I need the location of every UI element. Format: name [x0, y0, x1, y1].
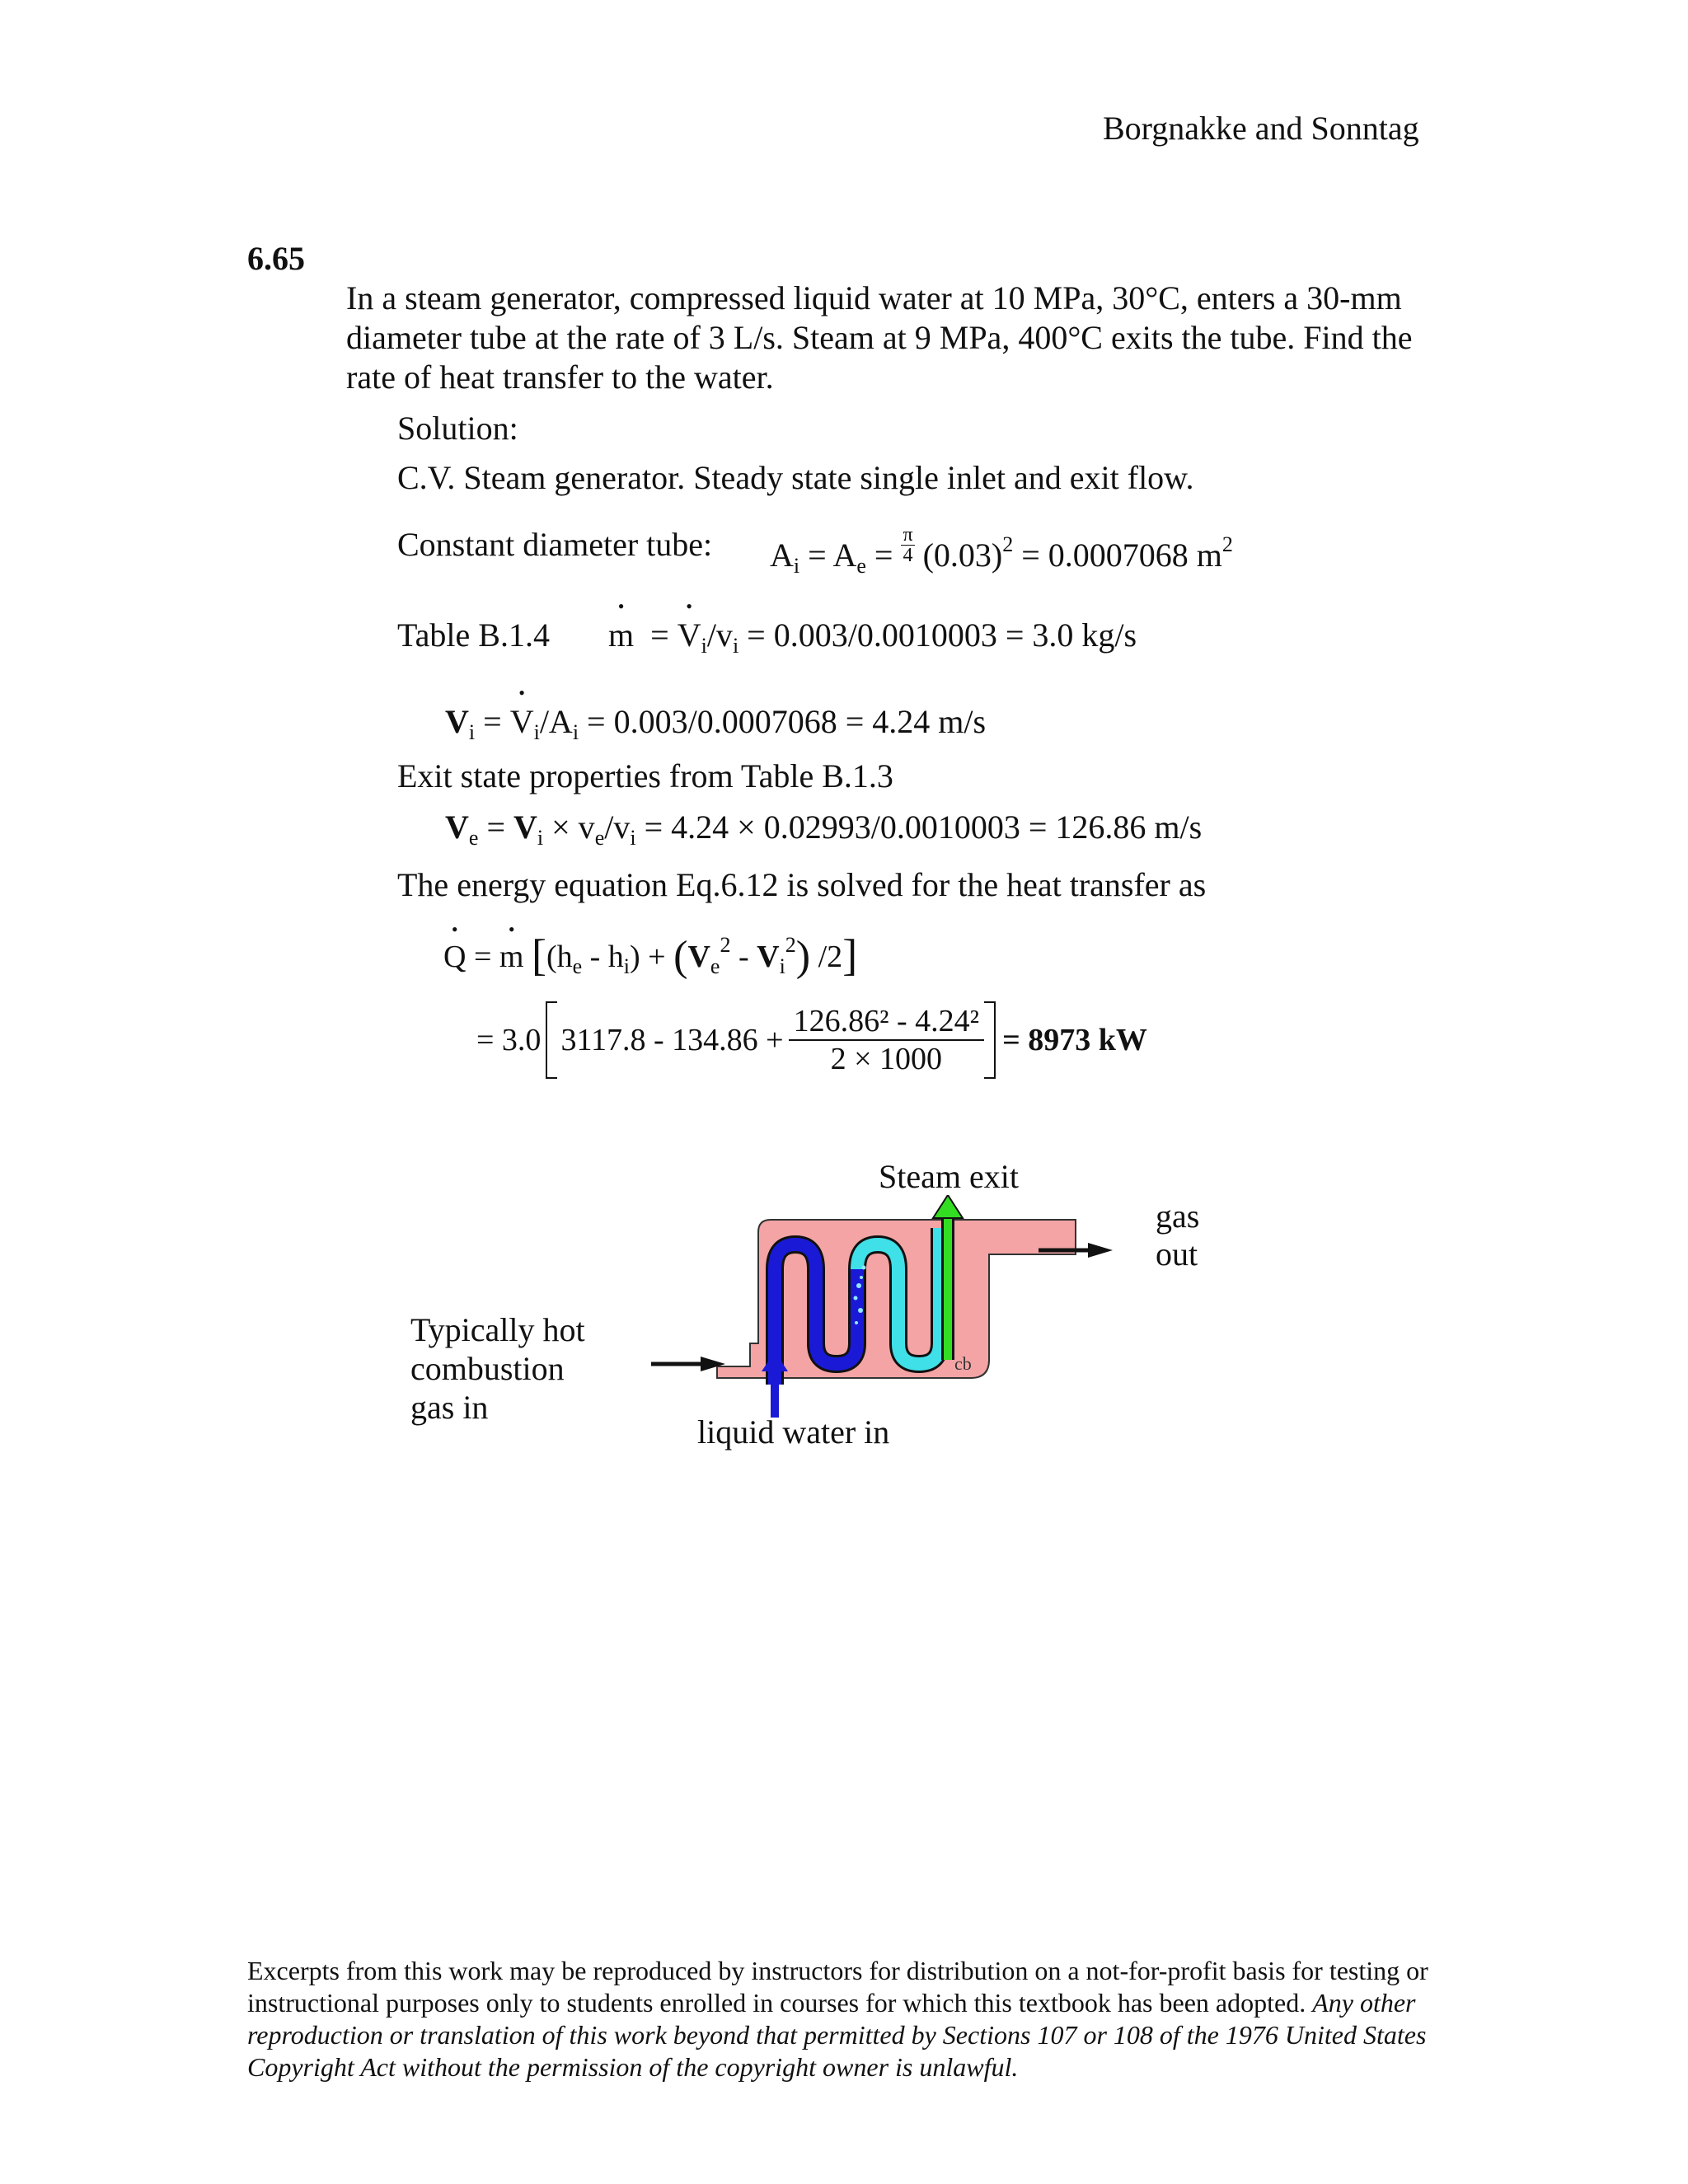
right-bracket — [984, 1001, 996, 1079]
copyright-footer: Excerpts from this work may be reproduced by instructors for distribution on a not-for-profit basis for testing or instructional purposes only to students enrolled in courses for which this textbook has been adopted. Any other reproduction or translation of this work beyond that permitted by Sections 107 or 108 of the 1976 United States Copyright Act without the permission of the copyright owner is unlawful. — [247, 1956, 1428, 2082]
gas-out-label-2: out — [1156, 1235, 1198, 1272]
area-label: Constant diameter tube: — [397, 526, 713, 563]
solution-label: Solution: — [397, 410, 518, 447]
mass-flow-equation: • m = • $V_i/v_i = 0.003/0.0010003 = 3.0$ kg/s — [608, 616, 1137, 654]
cb-mark: cb — [954, 1353, 972, 1374]
exit-properties-text: Exit state properties from Table B.1.3 — [397, 757, 893, 794]
gas-out-arrow-head — [1088, 1243, 1113, 1258]
area-equation: $A_i = A_e$ = $\frac{\pi}{4}$ $(0.03)^2 = 0.0007068$ $m^2$ — [770, 524, 1233, 578]
statement-line-3: rate of heat transfer to the water. — [346, 359, 774, 396]
kinetic-energy-fraction: $\frac{\text{126.86² - 4.24²}}{2 \times 1000}$ — [789, 1003, 984, 1077]
heat-transfer-equation: • Q = • m [$(h_e - h_i) + (V_e^2 - V_i^2)$ /2] — [443, 930, 857, 981]
inlet-velocity-equation: $V_i$ = • $V_i/A_i = 0.003/0.0007068 = 4.24$ m/s — [445, 702, 986, 741]
exit-velocity-equation: $V_e = V_i \times v_e/v_i = 4.24 \times 0.02993/0.0010003 = 126.86$ m/s — [445, 808, 1203, 850]
pi-over-four: $\frac{\pi}{4}$ — [903, 524, 913, 566]
problem-statement — [346, 279, 1413, 397]
steam-generator-diagram — [643, 1195, 1121, 1418]
page-header-authors: Borgnakke and Sonntag — [1103, 110, 1419, 147]
control-volume-text: C.V. Steam generator. Steady state single inlet and exit flow. — [397, 459, 1194, 496]
gas-in-label-3: gas in — [410, 1389, 489, 1426]
steam-exit-arrow-head — [933, 1195, 963, 1218]
gas-in-label-1: Typically hot — [410, 1311, 585, 1348]
statement-line-1: In a steam generator, compressed liquid water at 10 MPa, 30°C, enters a 30-mm — [346, 279, 1402, 316]
statement-line-2: diameter tube at the rate of 3 L/s. Steam at 9 MPa, 400°C exits the tube. Find the — [346, 319, 1413, 356]
table-b14-label: Table B.1.4 — [397, 616, 550, 654]
energy-equation-text: The energy equation Eq.6.12 is solved for the heat transfer as — [397, 866, 1207, 903]
left-bracket — [546, 1001, 557, 1079]
liquid-water-in-label: liquid water in — [697, 1413, 890, 1451]
heat-transfer-calculation: = 3.0 3117.8 - 134.86 + $\frac{\text{126.86² - 4.24²}}{2 \times 1000}$ = 8973 kW — [476, 1001, 1147, 1080]
gas-in-label-2: combustion — [410, 1350, 565, 1387]
problem-number: 6.65 — [247, 240, 305, 277]
gas-out-label-1: gas — [1156, 1197, 1200, 1235]
steam-exit-label: Steam exit — [879, 1158, 1019, 1195]
